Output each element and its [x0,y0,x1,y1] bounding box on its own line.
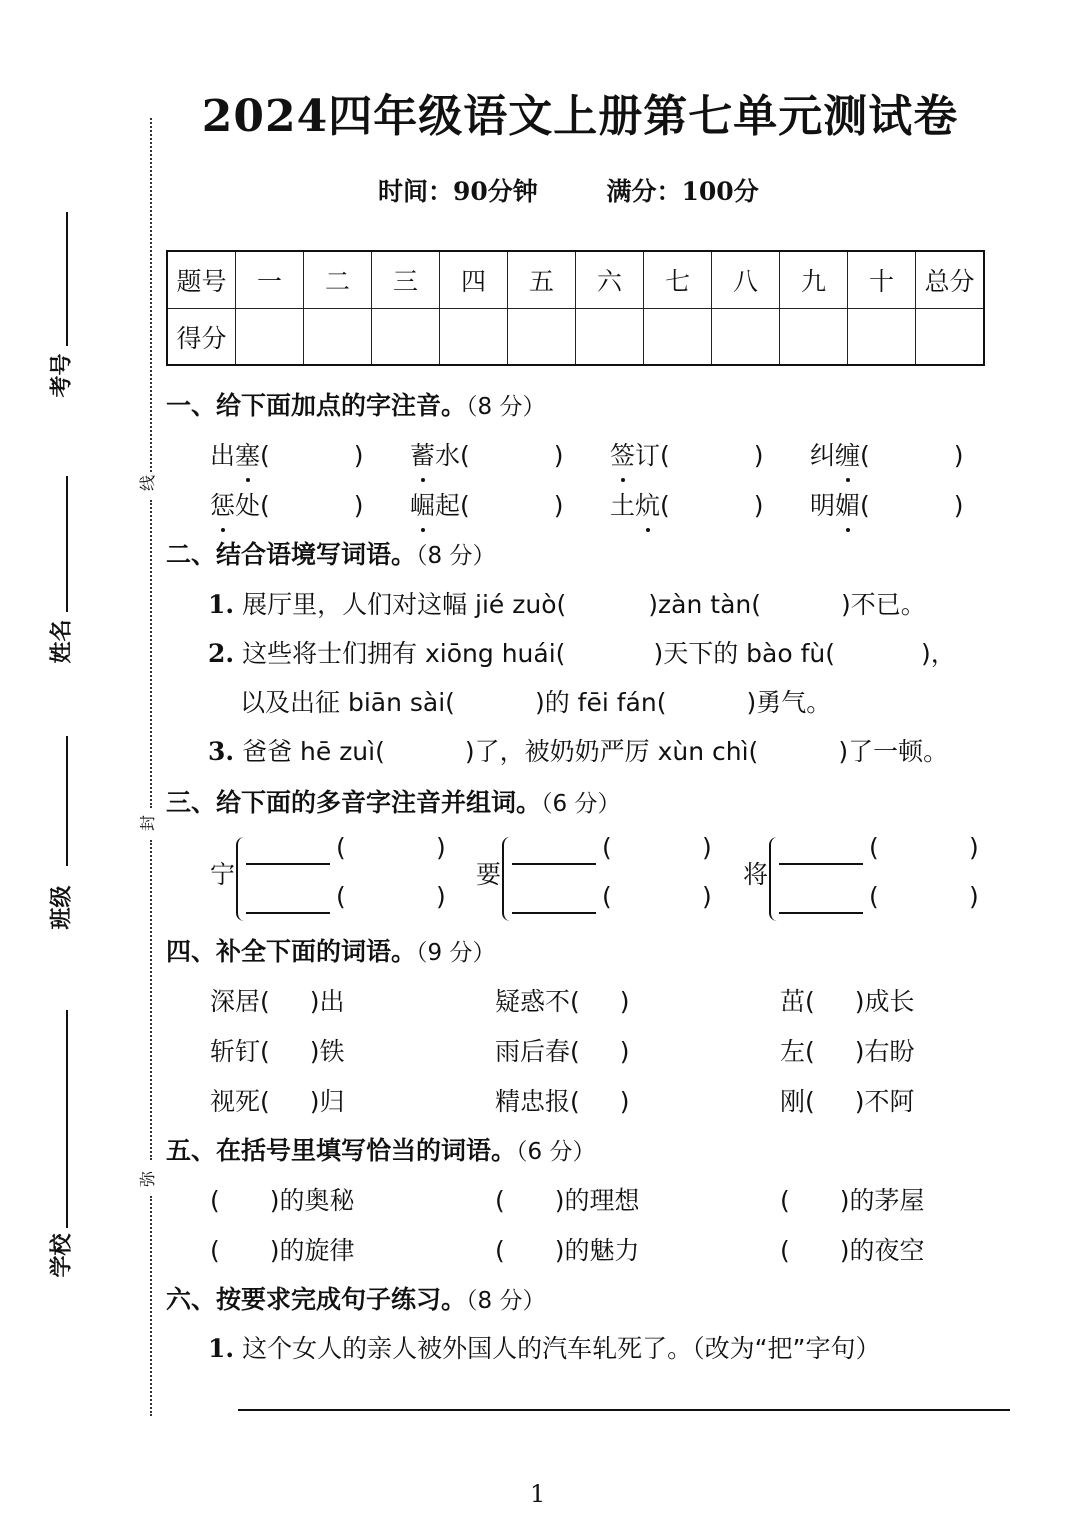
fill-item: ( )的理想 [495,1186,640,1215]
page-title: 2024四年级语文上册第七单元测试卷 [201,91,959,142]
dotted-char: 塞 [235,436,260,472]
section-2-points: （8 分） [416,543,496,569]
pinyin-item: 土炕( ) [610,486,764,522]
seal-dotted-line [150,500,152,808]
section-2-q2-cont: 以及出征 biān sài( )的 fēi fán( )勇气。 [240,688,832,717]
seal-dotted-line [150,840,152,1160]
pinyin-item: 惩处( ) [210,486,364,522]
col-header: 三 [372,251,440,309]
score-cell[interactable] [712,309,780,366]
score-cell-total[interactable] [916,309,985,366]
exam-time: 时间：90分钟 [378,177,538,206]
question-text: 这个女人的亲人被外国人的汽车轧死了。（改为“把”字句） [242,1334,881,1363]
dotted-char: 蓄 [410,436,435,472]
class-label: 班级 [49,885,75,930]
col-header: 二 [304,251,372,309]
row-header-question: 题号 [167,251,236,309]
seal-dotted-line [150,1196,152,1416]
pinyin-blank[interactable] [246,863,330,865]
section-5-grid [210,1181,1010,1281]
score-cell[interactable] [440,309,508,366]
page-number: 1 [530,1480,546,1508]
section-1-heading [166,386,545,422]
pinyin-item: 纠缠( ) [810,436,964,472]
section-6-title: 六、按要求完成句子练习。 [166,1285,467,1314]
seal-mark-seal: 封 [138,814,158,832]
question-number-row [167,251,984,309]
col-header: 九 [780,251,848,309]
col-header: 一 [236,251,304,309]
section-4-title: 四、补全下面的词语。 [166,937,417,966]
exam-number-label: 考号 [49,353,75,398]
polyphone-char: 宁 [210,860,236,889]
col-header: 五 [508,251,576,309]
idiom-item: 视死( )归 [210,1087,345,1116]
section-6-points: （8 分） [466,1288,546,1314]
brace-icon [769,837,781,921]
fill-item: ( )的魅力 [495,1236,640,1265]
section-3-heading [166,783,620,819]
seal-mark-mi: 弥 [138,1170,158,1188]
idiom-item: 深居( )出 [210,987,345,1016]
dotted-char: 惩 [210,486,235,522]
col-header: 七 [644,251,712,309]
seal-dotted-line [150,118,152,472]
section-1-title: 一、给下面加点的字注音。 [166,391,467,420]
section-5-heading [166,1131,595,1167]
score-table [166,250,985,366]
col-header: 八 [712,251,780,309]
dotted-char: 媚 [835,486,860,522]
idiom-item: 疑惑不( ) [495,987,630,1016]
polyphone-char: 要 [476,860,502,889]
section-6-q1: 1. 这个女人的亲人被外国人的汽车轧死了。（改为“把”字句） [208,1334,881,1363]
brace-icon [502,837,514,921]
seal-mark-line: 线 [138,474,158,492]
exam-full-score: 满分：100分 [606,177,759,206]
section-2-q1: 1. 展厅里，人们对这幅 jié zuò( )zàn tàn( )不已。 [208,590,926,619]
dotted-char: 炕 [635,486,660,522]
section-3-points: （6 分） [541,791,621,817]
score-cell[interactable] [304,309,372,366]
score-cell[interactable] [848,309,916,366]
col-header: 四 [440,251,508,309]
idiom-item: 刚( )不阿 [780,1087,915,1116]
pinyin-blank[interactable] [512,912,596,914]
idiom-item: 精忠报( ) [495,1087,630,1116]
section-4-points: （9 分） [416,940,496,966]
col-header-total: 总分 [916,251,985,309]
section-5-points: （6 分） [516,1139,596,1165]
name-line[interactable] [66,476,68,612]
class-line[interactable] [66,736,68,866]
section-3-title: 三、给下面的多音字注音并组词。 [166,788,542,817]
col-header: 十 [848,251,916,309]
fill-item: ( )的夜空 [780,1236,925,1265]
score-cell[interactable] [644,309,712,366]
section-6-heading [166,1280,545,1316]
exam-number-line[interactable] [66,212,68,346]
score-cell[interactable] [372,309,440,366]
section-2-q2: 2. 这些将士们拥有 xiōng huái( )天下的 bào fù( )， [208,639,956,668]
row-header-score: 得分 [167,309,236,366]
school-label: 学校 [49,1233,75,1278]
section-1-points: （8 分） [466,394,546,420]
score-cell[interactable] [236,309,304,366]
idiom-item: 左( )右盼 [780,1037,915,1066]
dotted-char: 签 [610,436,635,472]
dotted-char: 崛 [410,486,435,522]
exam-meta [378,172,819,208]
section-2-q3: 3. 爸爸 hē zuì( )了，被奶奶严厉 xùn chì( )了一顿。 [208,737,949,766]
fill-item: ( )的旋律 [210,1236,355,1265]
fill-item: ( )的奥秘 [210,1186,355,1215]
pinyin-blank[interactable] [246,912,330,914]
score-cell[interactable] [508,309,576,366]
score-row [167,309,984,366]
pinyin-blank[interactable] [779,912,863,914]
brace-icon [236,837,248,921]
idiom-item: 茁( )成长 [780,987,915,1016]
score-cell[interactable] [780,309,848,366]
col-header: 六 [576,251,644,309]
answer-line[interactable] [238,1409,1010,1411]
idiom-item: 斩钉( )铁 [210,1037,345,1066]
pinyin-item: 蓄水( ) [410,436,564,472]
section-4-heading [166,932,495,968]
pinyin-blank[interactable] [512,863,596,865]
section-4-grid [210,982,1010,1132]
section-5-title: 五、在括号里填写恰当的词语。 [166,1136,517,1165]
section-1-items [210,436,990,536]
section-2-title: 二、结合语境写词语。 [166,540,417,569]
pinyin-item: 签订( ) [610,436,764,472]
pinyin-item: 出塞( ) [210,436,364,472]
section-2-heading [166,535,495,571]
pinyin-item: 明媚( ) [810,486,964,522]
pinyin-blank[interactable] [779,863,863,865]
dotted-char: 缠 [835,436,860,472]
name-label: 姓名 [49,619,75,664]
idiom-item: 雨后春( ) [495,1037,630,1066]
pinyin-item: 崛起( ) [410,486,564,522]
school-line[interactable] [66,1010,68,1228]
fill-item: ( )的茅屋 [780,1186,925,1215]
score-cell[interactable] [576,309,644,366]
polyphone-char: 将 [743,860,769,889]
